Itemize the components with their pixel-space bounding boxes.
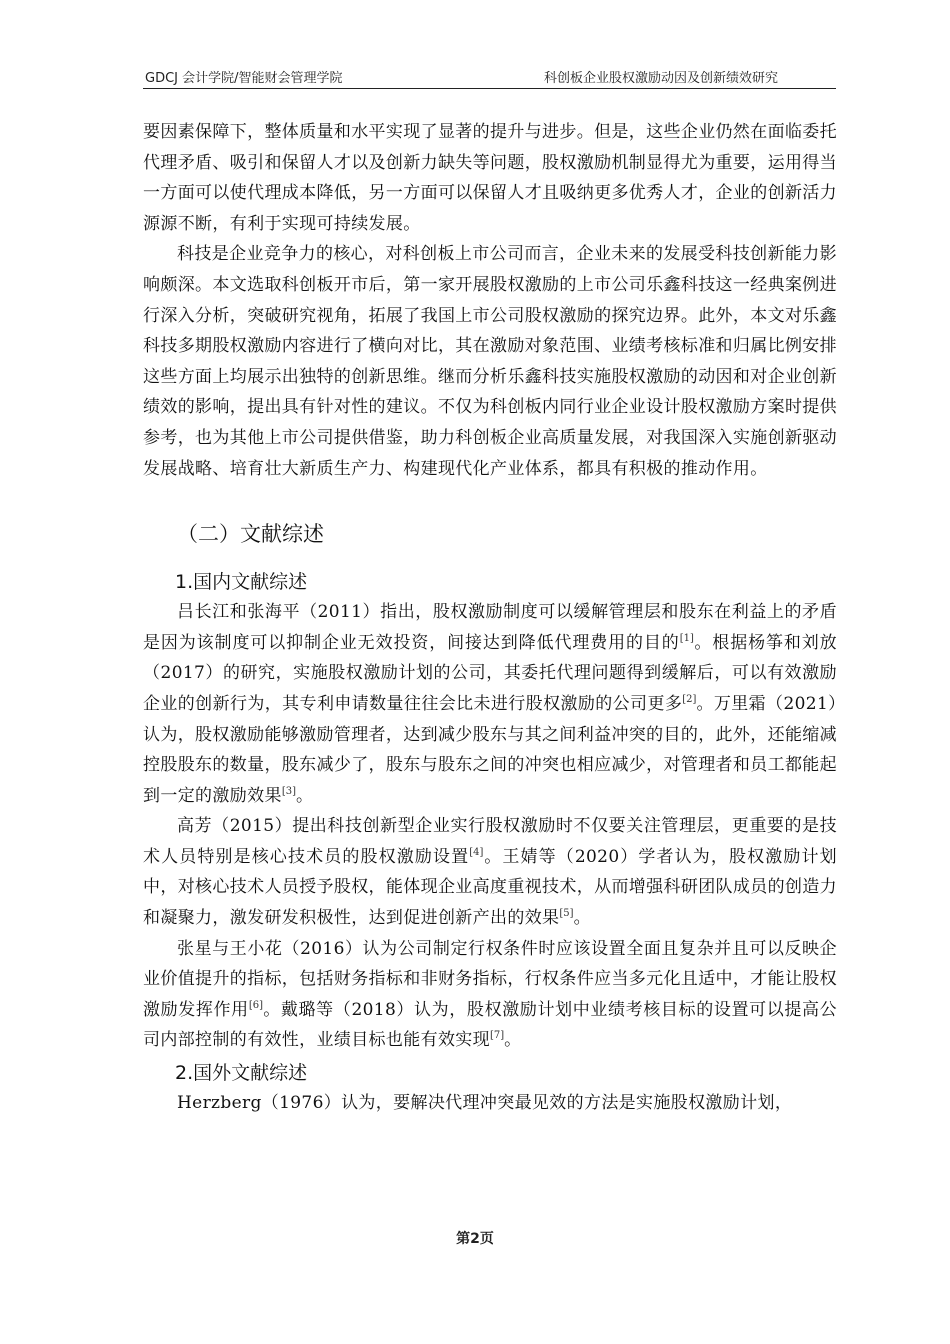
page-header [143,66,836,89]
citation-1: [1] [679,632,694,644]
text-segment: 。戴璐等（2018）认为，股权激励计划中业绩考核目标的设置可以提高公司内部控制的有效性，业绩目标也能有效实现 [143,999,837,1051]
paragraph-domestic-2 [143,811,837,933]
citation-6: [6] [248,999,263,1011]
text-segment: 。 [573,908,591,929]
citation-4: [4] [469,846,484,858]
subsection-heading-foreign: 2.国外文献综述 [175,1062,308,1085]
text-segment: 。 [295,785,314,806]
citation-2: [2] [682,693,697,705]
paragraph-foreign-1: Herzberg（1976）认为，要解决代理冲突最见效的方法是实施股权激励计划， [177,1093,793,1114]
text-segment: 张星与王小花（2016）认为公司制定行权条件时应该设置全面且复杂并且可以反映企业价值提升的指标，包括财务指标和非财务指标，行权条件应当多元化且适中，才能让股权激励发挥作用 [143,938,837,1020]
paragraph-continuation: 要因素保障下，整体质量和水平实现了显著的提升与进步。但是，这些企业仍然在面临委托代理矛盾、吸引和保留人才以及创新力缺失等问题，股权激励机制显得尤为重要，运用得当一方面可以使代理成本降低，另一方面可以保留人才且吸纳更多优秀人才，企业的创新活力源源不断，有利于实现可持续发展。 [143,122,837,234]
text-segment: 。根据杨筝和刘放（2017）的研究，实施股权激励计划的公司，其委托代理问题得到缓解后，可以有效激励企业的创新行为，其专利申请数量往往会比未进行股权激励的公司更多 [143,632,837,714]
text-segment: 。王婧等（2020）学者认为，股权激励计划中，对核心技术人员授予股权，能体现企业高度重视技术，从而增强科研团队成员的创造力和凝聚力，激发研发积极性，达到促进创新产出的效果 [143,846,837,929]
paragraph-research-significance: 科技是企业竞争力的核心，对科创板上市公司而言，企业未来的发展受科技创新能力影响颇深。本文选取科创板开市后，第一家开展股权激励的上市公司乐鑫科技这一经典案例进行深入分析，突破研究视角，拓展了我国上市公司股权激励的探究边界。此外，本文对乐鑫科技多期股权激励内容进行了横向对比，其在激励对象范围、业绩考核标准和归属比例安排这些方面上均展示出独特的创新思维。继而分析乐鑫科技实施股权激励的动因和对企业创新绩效的影响，提出具有针对性的建议。不仅为科创板内同行业企业设计股权激励方案时提供参考，也为其他上市公司提供借鉴，助力科创板企业高质量发展，对我国深入实施创新驱动发展战略、培育壮大新质生产力、构建现代化产业体系，都具有积极的推动作用。 [143,244,837,479]
header-left-text: GDCJ 会计学院/智能财会管理学院 [145,71,343,86]
text-segment: 高芳（2015）提出科技创新型企业实行股权激励时不仅要关注管理层，更重要的是技术人员特别是核心技术员的股权激励设置 [143,816,837,867]
paragraph-domestic-1 [143,597,837,811]
citation-5: [5] [559,908,574,920]
paragraph-domestic-3 [143,934,837,1056]
section-heading-literature-review: （二）文献综述 [177,522,324,547]
subsection-heading-domestic: 1.国内文献综述 [175,571,308,594]
header-right-text: 科创板企业股权激励动因及创新绩效研究 [543,71,778,86]
citation-7: [7] [490,1030,505,1042]
text-segment: 。 [504,1030,522,1051]
document-body [143,117,837,1119]
page-number: 第2页 [456,1231,494,1247]
text-segment: 。万里霜（2021）认为，股权激励能够激励管理者，达到减少股东与其之间利益冲突的目的，此外，还能缩减控股股东的数量，股东减少了，股东与股东之间的冲突也相应减少，对管理者和员工都能起到一定的激励效果 [143,693,837,806]
text-segment: 吕长江和张海平（2011）指出，股权激励制度可以缓解管理层和股东在利益上的矛盾是因为该制度可以抑制企业无效投资，间接达到降低代理费用的目的 [143,602,837,653]
citation-3: [3] [281,785,296,797]
